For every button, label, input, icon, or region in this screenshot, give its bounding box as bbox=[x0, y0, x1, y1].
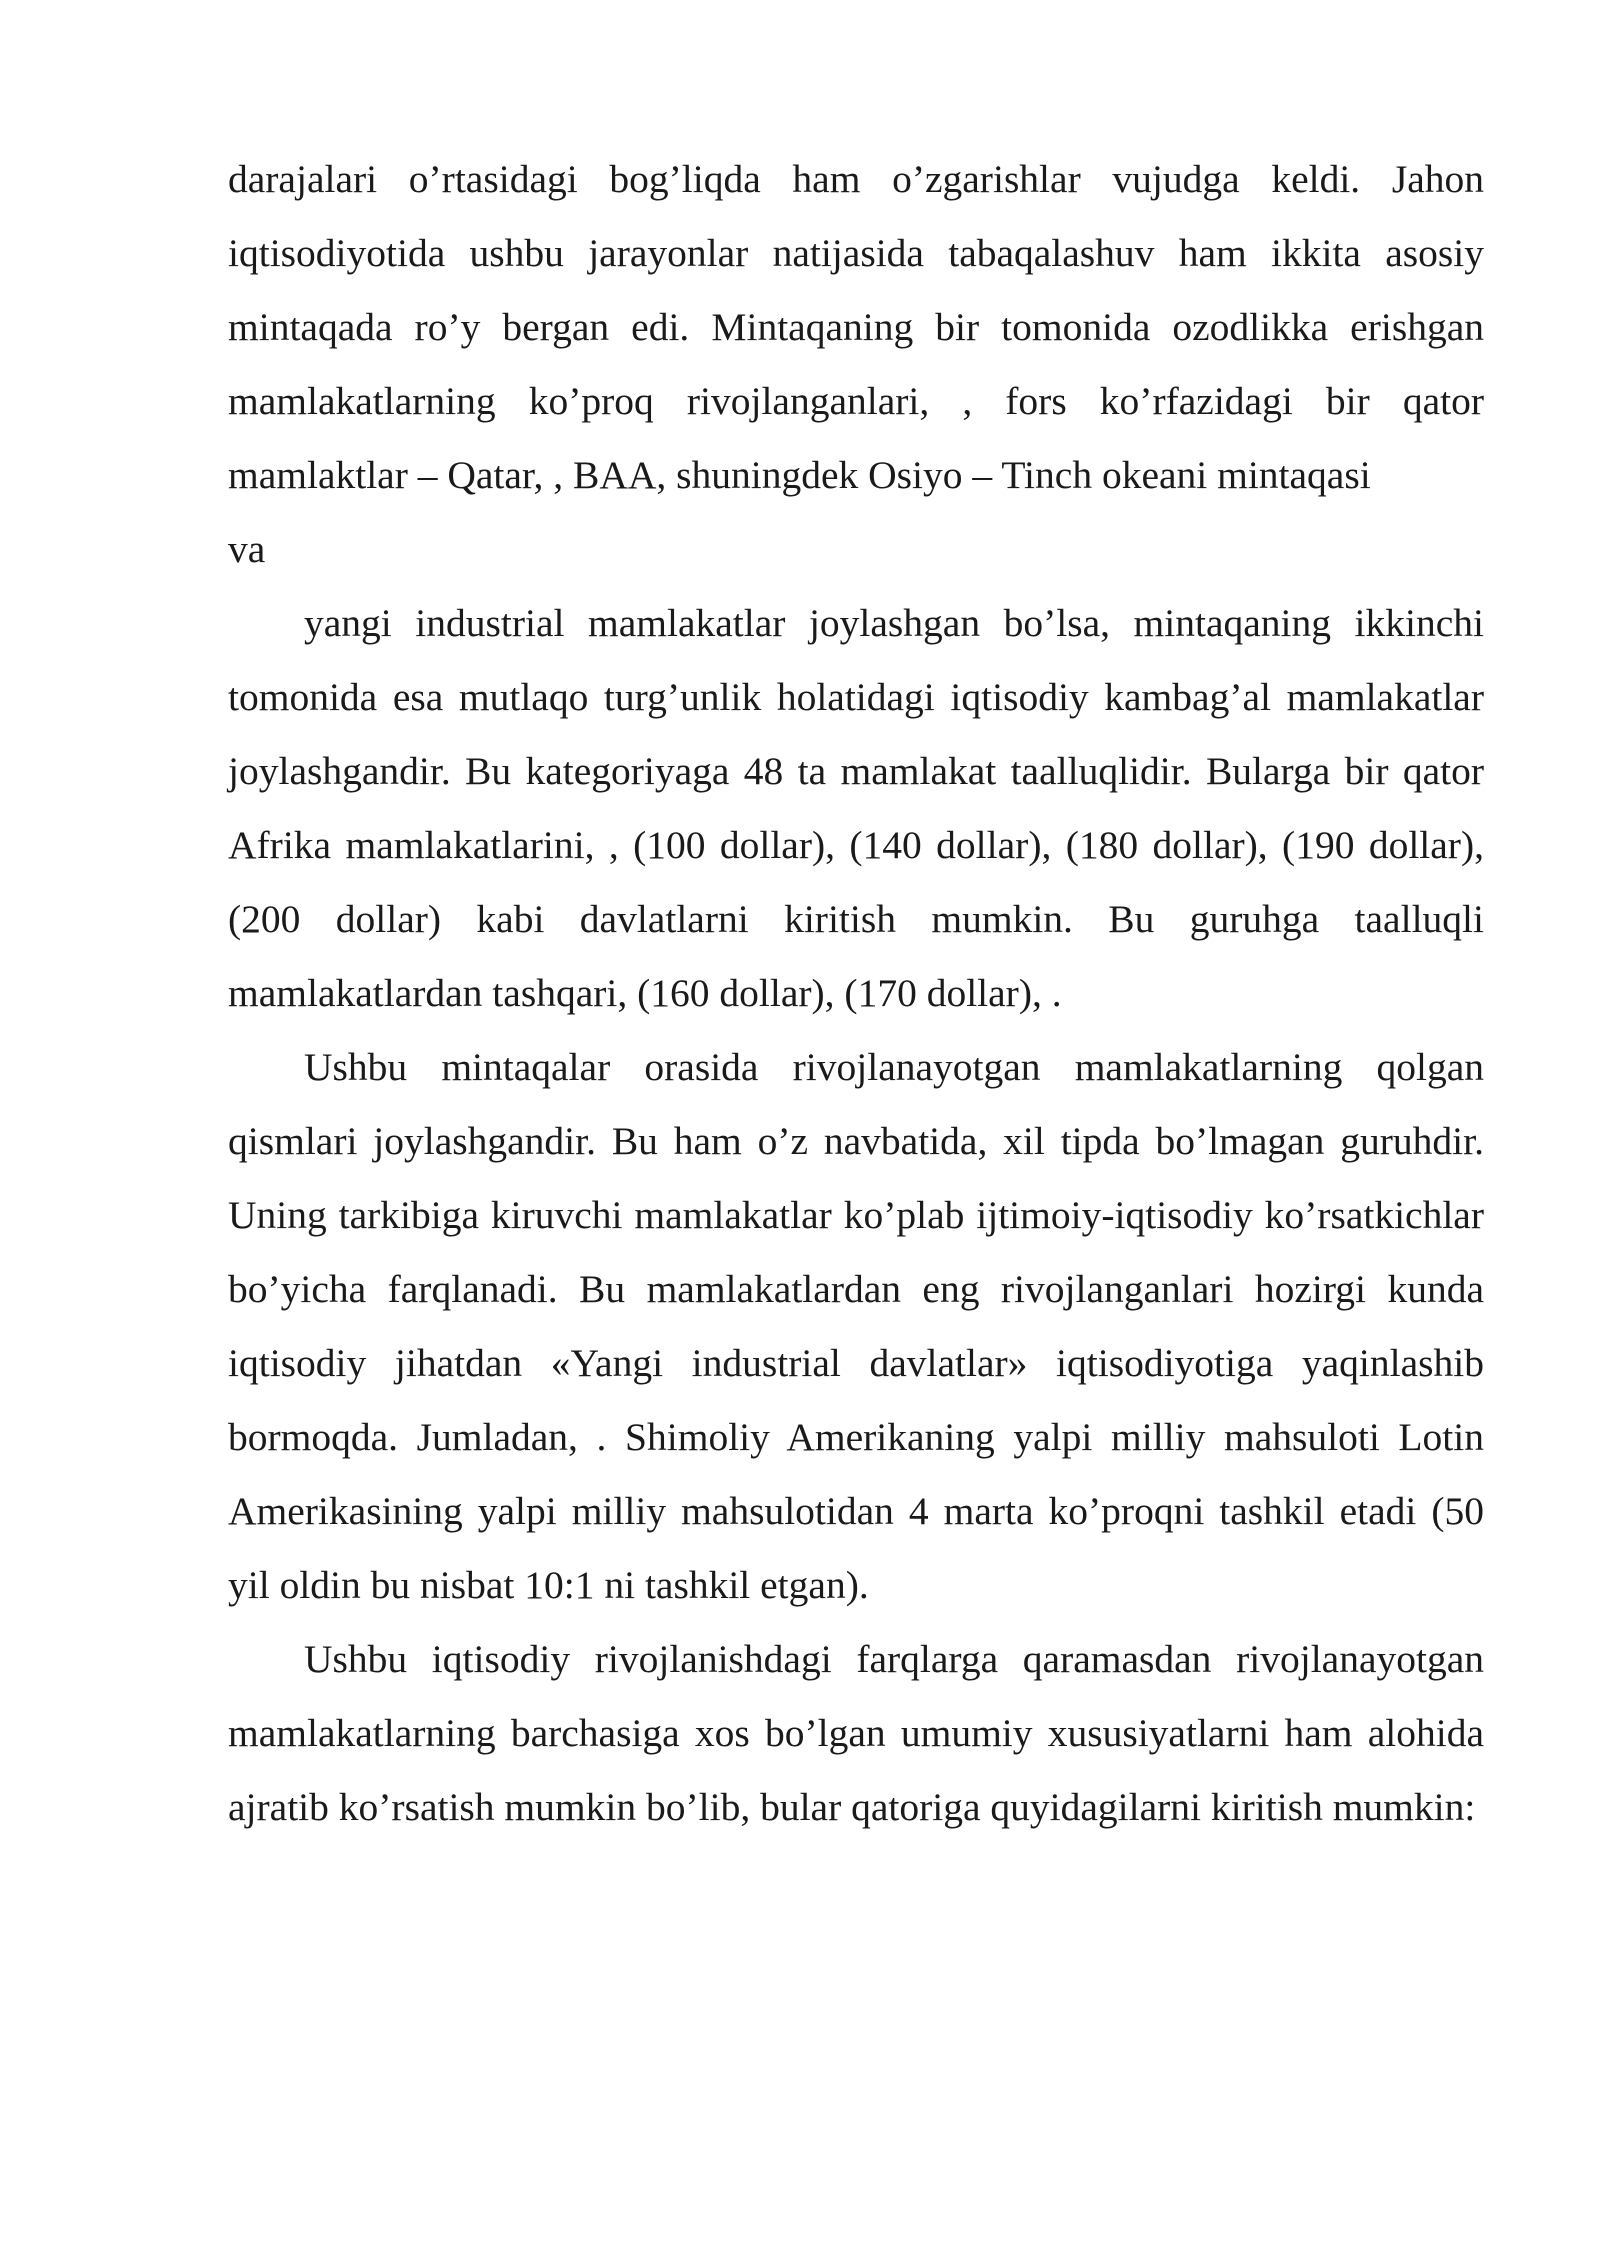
paragraph-industrial-countries: yangi industrial mamlakatlar joylashgan bo’lsa, mintaqaning ikkinchi tomonida esa mutlaqo turg’unlik holatidagi iqtisodiy kambag’al mamlakatlar joylashgandir. Bu kategoriyaga 48 ta mamlakat taalluqlidir. Bularga bir qator Afrika mamlakatlarini, , (100 dollar), (140 dollar), (180 dollar), (190 dollar), (200 dollar) kabi davlatlarni kiritish mumkin. Bu guruhga taalluqli mamlakatlardan tashqari, (160 dollar), (170 dollar), . bbox=[228, 601, 1484, 1015]
paragraph-continuation: darajalari o’rtasidagi bog’liqda ham o’zgarishlar vujudga keldi. Jahon iqtisodiyotida ushbu jarayonlar natijasida tabaqalashuv ham ikkita asosiy mintaqada ro’y bergan edi. Mintaqaning bir tomonida ozodlikka erishgan mamlakatlarning ko’proq rivojlanganlari, , fors ko’rfazidagi bir qator mamlaktlar – Qatar, , BAA, shuningdek Osiyo – Tinch okeani mintaqasi bbox=[228, 157, 1484, 497]
paragraph-common-features: Ushbu iqtisodiy rivojlanishdagi farqlarga qaramasdan rivojlanayotgan mamlakatlarning barchasiga xos bo’lgan umumiy xususiyatlarni ham alohida ajratib ko’rsatish mumkin bo’lib, bular qatoriga quyidagilarni kiritish mumkin: bbox=[228, 1637, 1484, 1829]
document-body bbox=[228, 142, 1484, 1844]
paragraph-developing-countries: Ushbu mintaqalar orasida rivojlanayotgan mamlakatlarning qolgan qismlari joylashgandir. Bu ham o’z navbatida, xil tipda bo’lmagan guruhdir. Uning tarkibiga kiruvchi mamlakatlar ko’plab ijtimoiy-iqtisodiy ko’rsatkichlar bo’yicha farqlanadi. Bu mamlakatlardan eng rivojlanganlari hozirgi kunda iqtisodiy jihatdan «Yangi industrial davlatlar» iqtisodiyotiga yaqinlashib bormoqda. Jumladan, . Shimoliy Amerikaning yalpi milliy mahsuloti Lotin Amerikasining yalpi milliy mahsulotidan 4 marta ko’proqni tashkil etadi (50 yil oldin bu nisbat 10:1 ni tashkil etgan). bbox=[228, 1045, 1484, 1607]
paragraph-fragment: va bbox=[228, 527, 266, 571]
